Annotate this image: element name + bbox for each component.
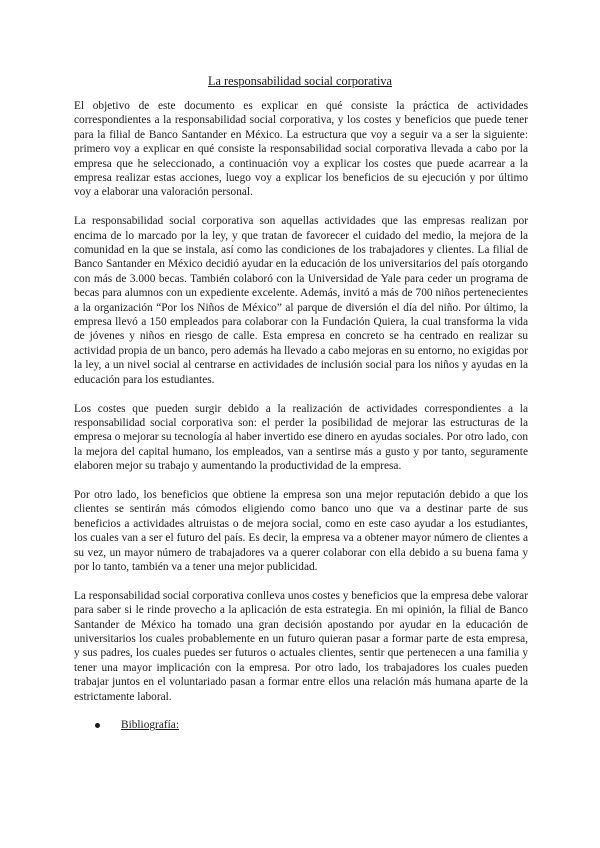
paragraph-conclusion: La responsabilidad social corporativa conlleva unos costes y beneficios que la empresa debe valorar para saber si le rinde provecho a la aplicación de esta estrategia. En mi opinión, la filial de Banco Santander de México ha tomado una gran decisión apostando por ayudar en la educación de universitarios los cuales probablemente en un futuro quieran pasar a formar parte de esta empresa, y sus padres, los cuales puedes ser futuros o actuales clientes, sentir que pertenecen a una familia y tener una mayor implicación con la empresa. Por otro lado, los trabajadores los cuales pueden trabajar juntos en el voluntariado pasan a formar entre ellos una relación más humana aparte de la estrictamente laboral. (74, 589, 528, 703)
paragraph-introduction: El objetivo de este documento es explicar en qué consiste la práctica de actividades correspondientes a la responsabilidad social corporativa, y los costes y beneficios que puede tener para la filial de Banco Santander en México. La estructura que voy a seguir va a ser la siguiente: primero voy a explicar en qué consiste la responsabilidad social corporativa llevada a cabo por la empresa que he seleccionado, a continuación voy a explicar los costes que puede acarrear a la empresa realizar estas acciones, luego voy a explicar los beneficios de su ejecución y por último voy a elaborar una valoración personal. (74, 100, 528, 199)
bullet-icon (95, 723, 100, 728)
bibliography-heading: Bibliografía: (121, 719, 179, 732)
document-title: La responsabilidad social corporativa (207, 74, 393, 88)
paragraph-definition: La responsabilidad social corporativa son aquellas actividades que las empresas realizan por encima de lo marcado por la ley, y que tratan de favorecer el cuidado del medio, la mejora de la comunidad en la que se instala, así como las condiciones de los trabajadores y clientes. La filial de Banco Santander en México decidió ayudar en la educación de los universitarios del país otorgando con más de 3.000 becas. También colaboró con la Universidad de Yale para ceder un programa de becas para alumnos con un expediente excelente. Además, invitó a más de 700 niños pertenecientes a la organización “Por los Niños de México” al parque de diversión el día del niño. Por último, la empresa llevó a 150 empleados para colaborar con la Fundación Quiera, la cual transforma la vida de jóvenes y niños en riesgo de calle. Esta empresa en concreto se ha centrado en realizar su actividad propia de un banco, pero además ha llevado a cabo mejoras en su entorno, no exigidas por la ley, a un nivel social al centrarse en actividades de inclusión social para los niños y ayudas en la educación para los estudiantes. (74, 215, 528, 386)
paragraph-costs: Los costes que pueden surgir debido a la realización de actividades correspondientes a la responsabilidad social corporativa son: el perder la posibilidad de mejorar las estructuras de la empresa o mejorar su tecnología al haber invertido ese dinero en ayudas sociales. Por otro lado, con la mejora del capital humano, los empleados, van a sentirse más a gusto y por tanto, seguramente elaboren mejor su trabajo y aumentando la productividad de la empresa. (74, 402, 528, 473)
document-body (74, 99, 528, 733)
bibliography-list (74, 718, 528, 732)
bibliography-item (74, 718, 528, 732)
paragraph-benefits: Por otro lado, los beneficios que obtiene la empresa son una mejor reputación debido a que los clientes se sentirán más cómodos eligiendo como banco uno que va a destinar parte de sus beneficios a actividades altruistas o de mejora social, como en este caso ayudar a los estudiantes, los cuales van a ser el futuro del país. Es decir, la empresa va a obtener mayor número de clientes a su vez, un mayor número de trabajadores va a querer colaborar con ella debido a su buena fama y por lo tanto, también va a tener una mejor publicidad. (74, 488, 528, 573)
